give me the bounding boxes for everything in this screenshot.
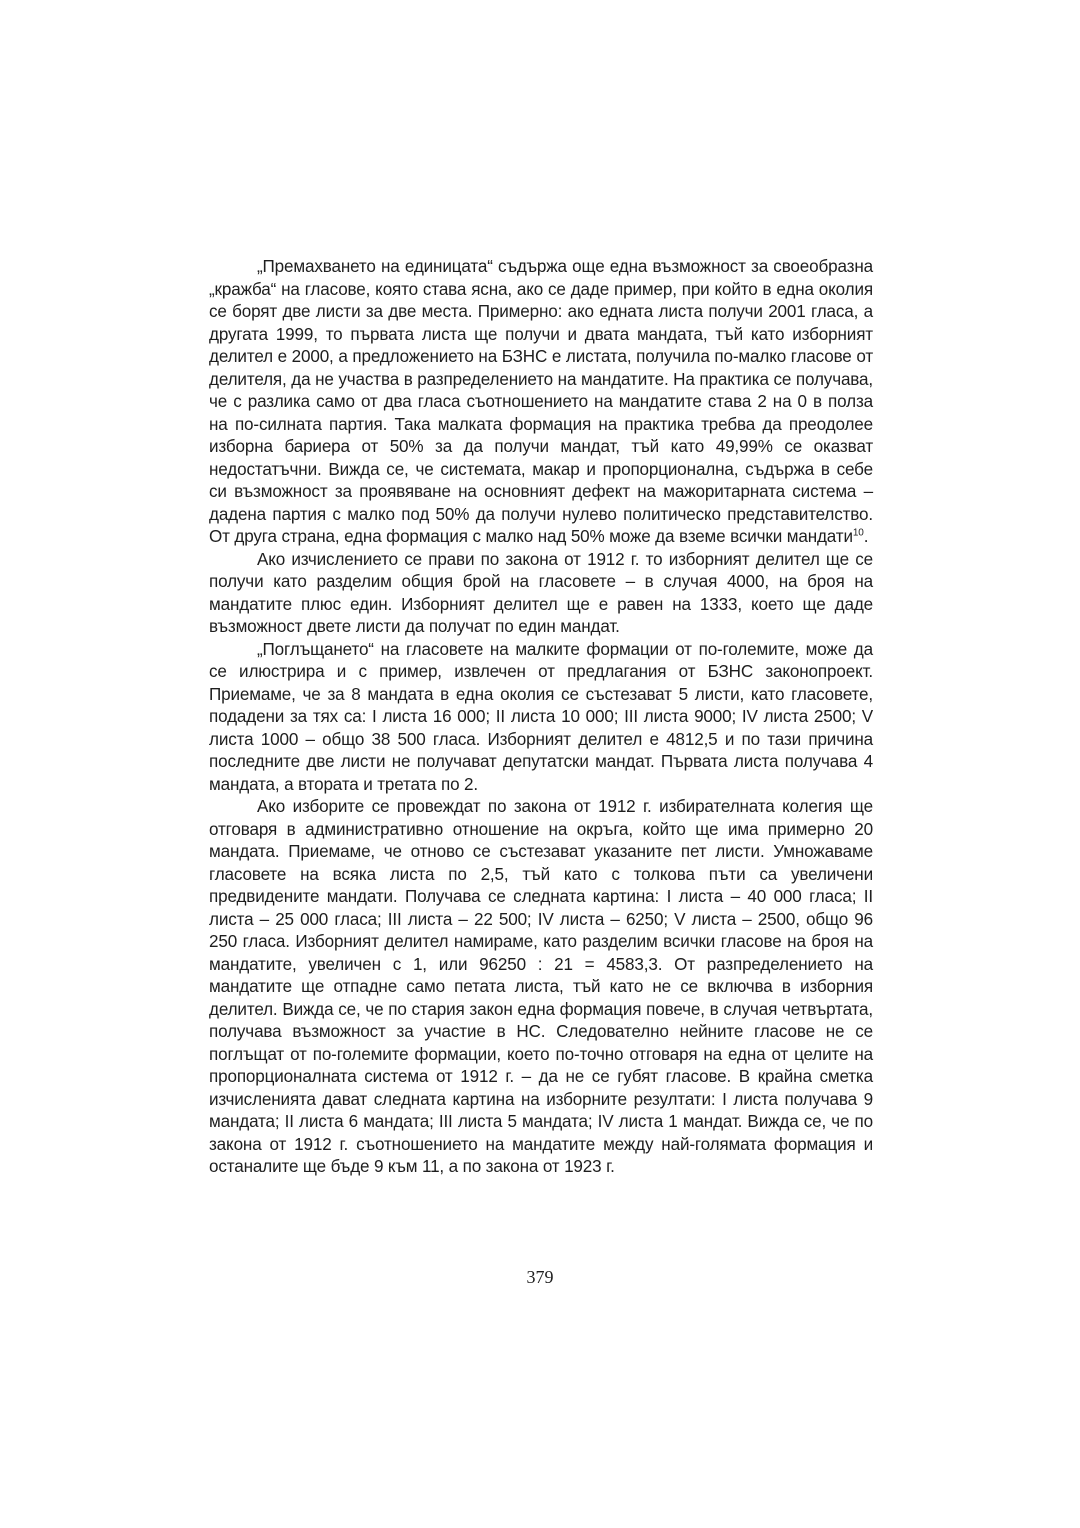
paragraph: „Поглъщането“ на гласовете на малките формации от по-големите, може да се илюстрира и с пример, извлечен от предлагания от БЗНС законопроект. Приемаме, че за 8 мандата в една околия се състезават 5 листи, като гласовете, подадени за тях са: I листа 16 000; II листа 10 000; III листа 9000; IV листа 2500; V листа 1000 – общо 38 500 гласа. Изборният делител е 4812,5 и по тази причина последните две листи не получават депутатски мандат. Първата листа получава 4 мандата, а втората и третата по 2. [209, 639, 873, 794]
paragraph [209, 256, 873, 549]
paragraph: Ако изборите се провеждат по закона от 1912 г. избирателната колегия ще отговаря в административно отношение на окръга, който ще има примерно 20 мандата. Приемаме, че отново се състезават указаните пет листи. Умножаваме гласовете на всяка листа по 2,5, тъй като с толкова пъти са увеличени предвидените мандати. Получава се следната картина: I листа – 40 000 гласа; II листа – 25 000 гласа; III листа – 22 500; IV листа – 6250; V листа – 2500, общо 96 250 гласа. Изборният делител намираме, като разделим всички гласове на броя на мандатите, увеличен с 1, или 96250 : 21 = 4583,3. От разпределението на мандатите ще отпадне само петата листа, тъй като не се включва в изборния делител. Вижда се, че по стария закон една формация повече, в случая четвъртата, получава възможност за участие в НС. Следователно нейните гласове не се поглъщат от по-големите формации, което по-точно отговаря на една от целите на пропорционалната система от 1912 г. – да не се губят гласове. В крайна сметка изчисленията дават следната картина на изборните резултати: I листа получава 9 мандата; II листа 6 мандата; III листа 5 мандата; IV листа 1 мандат. Вижда се, че по закона от 1912 г. съотношението на мандатите между най-голямата формация и останалите ще бъде 9 към 11, а по закона от 1923 г. [209, 797, 873, 1176]
footnote-reference: 10 [852, 527, 864, 539]
paragraph: Ако изчислението се прави по закона от 1912 г. то изборният делител ще се получи като разделим общия брой на гласовете – в случая 4000, на броя на мандатите плюс един. Изборният делител ще е равен на 1333, което ще даде възможност двете листи да получат по един мандат. [209, 549, 873, 636]
paragraph-text: „Премахването на единицата“ съдържа още една възможност за своеобразна „кражба“ на гласове, която става ясна, ако се даде пример, при който в една околия се борят две листи за две места. Примерно: ако едната листа получи 2001 гласа, а другата 1999, то първата листа ще получи и двата мандата, тъй като изборният делител е 2000, а предложението на БЗНС е листата, получила по-малко гласове от делителя, да не участва в разпределението на мандатите. На практика се получава, че с разлика само от два гласа съотношението на мандатите става 2 на 0 в полза на по-силната партия. Така малката формация на практика требва да преодолее изборна бариера от 50% за да получи мандат, тъй като 49,99% се оказват недостатъчни. Вижда се, че системата, макар и пропорционална, съдържа в себе си възможност за проявяване на основният дефект на мажоритарната система – дадена партия с малко под 50% да получи нулево политическо представителство. От друга страна, една формация с малко над 50% може да вземе всички мандати [209, 257, 873, 546]
page-number: 379 [526, 1267, 554, 1287]
body-text [209, 256, 873, 1179]
paragraph-tail: . [863, 527, 869, 546]
